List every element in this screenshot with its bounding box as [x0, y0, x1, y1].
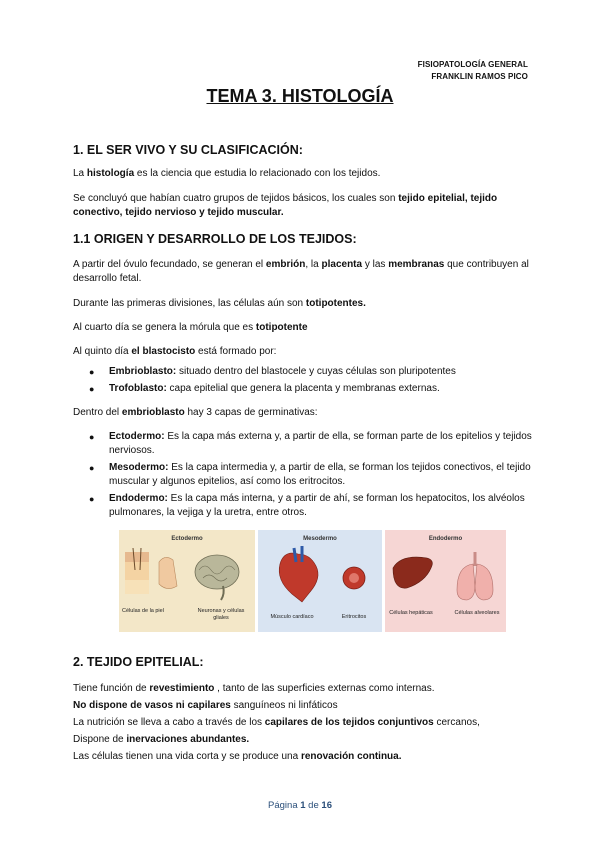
page-footer: Página 1 de 16 — [268, 800, 332, 811]
section1-heading: 1. EL SER VIVO Y SU CLASIFICACIÓN: — [73, 143, 303, 157]
section11-heading: 1.1 ORIGEN Y DESARROLLO DE LOS TEJIDOS: — [73, 232, 357, 246]
section1-paragraph1: La histología es la ciencia que estudia lo relacionado con los tejidos. — [73, 168, 381, 179]
section2-line1: Tiene función de revestimiento , tanto de las superficies externas como internas. — [73, 683, 435, 694]
list-item: ● Mesodermo: Es la capa intermedia y, a partir de ella, se forman los tejidos conectivos, el tejido muscular y algunos epitelios, así como los eritrocitos. — [89, 462, 531, 487]
section2-line3: La nutrición se lleva a cabo a través de los capilares de los tejidos conjuntivos cercanos, — [73, 717, 480, 728]
mesoderm-panel — [258, 530, 382, 632]
section11-paragraph4: Al quinto día el blastocisto está formado por: — [73, 346, 277, 357]
mesoderm-caption-2: Eritrocitos — [341, 614, 367, 620]
list-item: ● Endodermo: Es la capa más interna, y a partir de ahí, se forman los hepatocitos, los alvéolos pulmonares, la vejiga y la uretra, entre otros. — [89, 493, 525, 518]
section2-line2: No dispone de vasos ni capilares sanguíneos ni linfáticos — [73, 700, 338, 711]
bullet-icon: ● — [89, 367, 95, 377]
section11-paragraph5: Dentro del embrioblasto hay 3 capas de germinativas: — [73, 407, 318, 418]
endoderm-title: Endodermo — [428, 536, 463, 542]
section2-heading: 2. TEJIDO EPITELIAL: — [73, 655, 204, 669]
endoderm-caption-2: Células alveolares — [454, 610, 500, 616]
page-number: 1 — [300, 800, 306, 811]
mesoderm-title: Mesodermo — [303, 536, 337, 542]
bullet-icon: ● — [89, 384, 95, 394]
germ-layer-list — [73, 430, 533, 523]
ectoderm-caption-2: Neuronas y células gliales — [197, 608, 245, 621]
germ-layers-figure — [119, 530, 506, 632]
list-item: ● Embrioblasto: situado dentro del blastocele y cuyas células son pluripotentes — [89, 366, 456, 377]
author-name: FRANKLIN RAMOS PICO — [431, 72, 528, 81]
page-total: 16 — [321, 800, 332, 811]
ectoderm-title: Ectodermo — [171, 536, 203, 542]
section2-body — [73, 680, 533, 765]
section1-paragraph2: Se concluyó que habían cuatro grupos de tejidos básicos, los cuales son tejido epitelial, tejido conectivo, tejido nervioso y tejido muscular. — [73, 193, 498, 218]
page-title: TEMA 3. HISTOLOGÍA — [206, 86, 394, 106]
list-item: ● Ectodermo: Es la capa más externa y, a partir de ella, se forman parte de los epitelios y tejidos nerviosos. — [89, 431, 532, 456]
section11-paragraph2: Durante las primeras divisiones, las células aún son totipotentes. — [73, 298, 366, 309]
bullet-icon: ● — [89, 494, 95, 504]
page-header — [418, 59, 528, 83]
ectoderm-panel — [119, 530, 255, 632]
bullet-icon: ● — [89, 432, 95, 442]
blastocyst-list — [73, 365, 533, 399]
course-name: FISIOPATOLOGÍA GENERAL — [417, 60, 528, 69]
section11-paragraph1: A partir del óvulo fecundado, se generan el embrión, la placenta y las membranas que contribuyen al desarrollo fetal. — [73, 259, 529, 284]
section11-paragraph3: Al cuarto día se genera la mórula que es totipotente — [73, 322, 308, 333]
list-item: ● Trofoblasto: capa epitelial que genera la placenta y membranas externas. — [89, 383, 440, 394]
section2-line5: Las células tienen una vida corta y se produce una renovación continua. — [73, 751, 402, 762]
section2-line4: Dispone de inervaciones abundantes. — [73, 734, 250, 745]
ectoderm-caption-1: Células de la piel — [122, 608, 164, 614]
bullet-icon: ● — [89, 463, 95, 473]
mesoderm-caption-1: Músculo cardíaco — [270, 614, 314, 620]
endoderm-caption-1: Células hepáticas — [389, 610, 433, 616]
endoderm-panel — [385, 530, 506, 632]
